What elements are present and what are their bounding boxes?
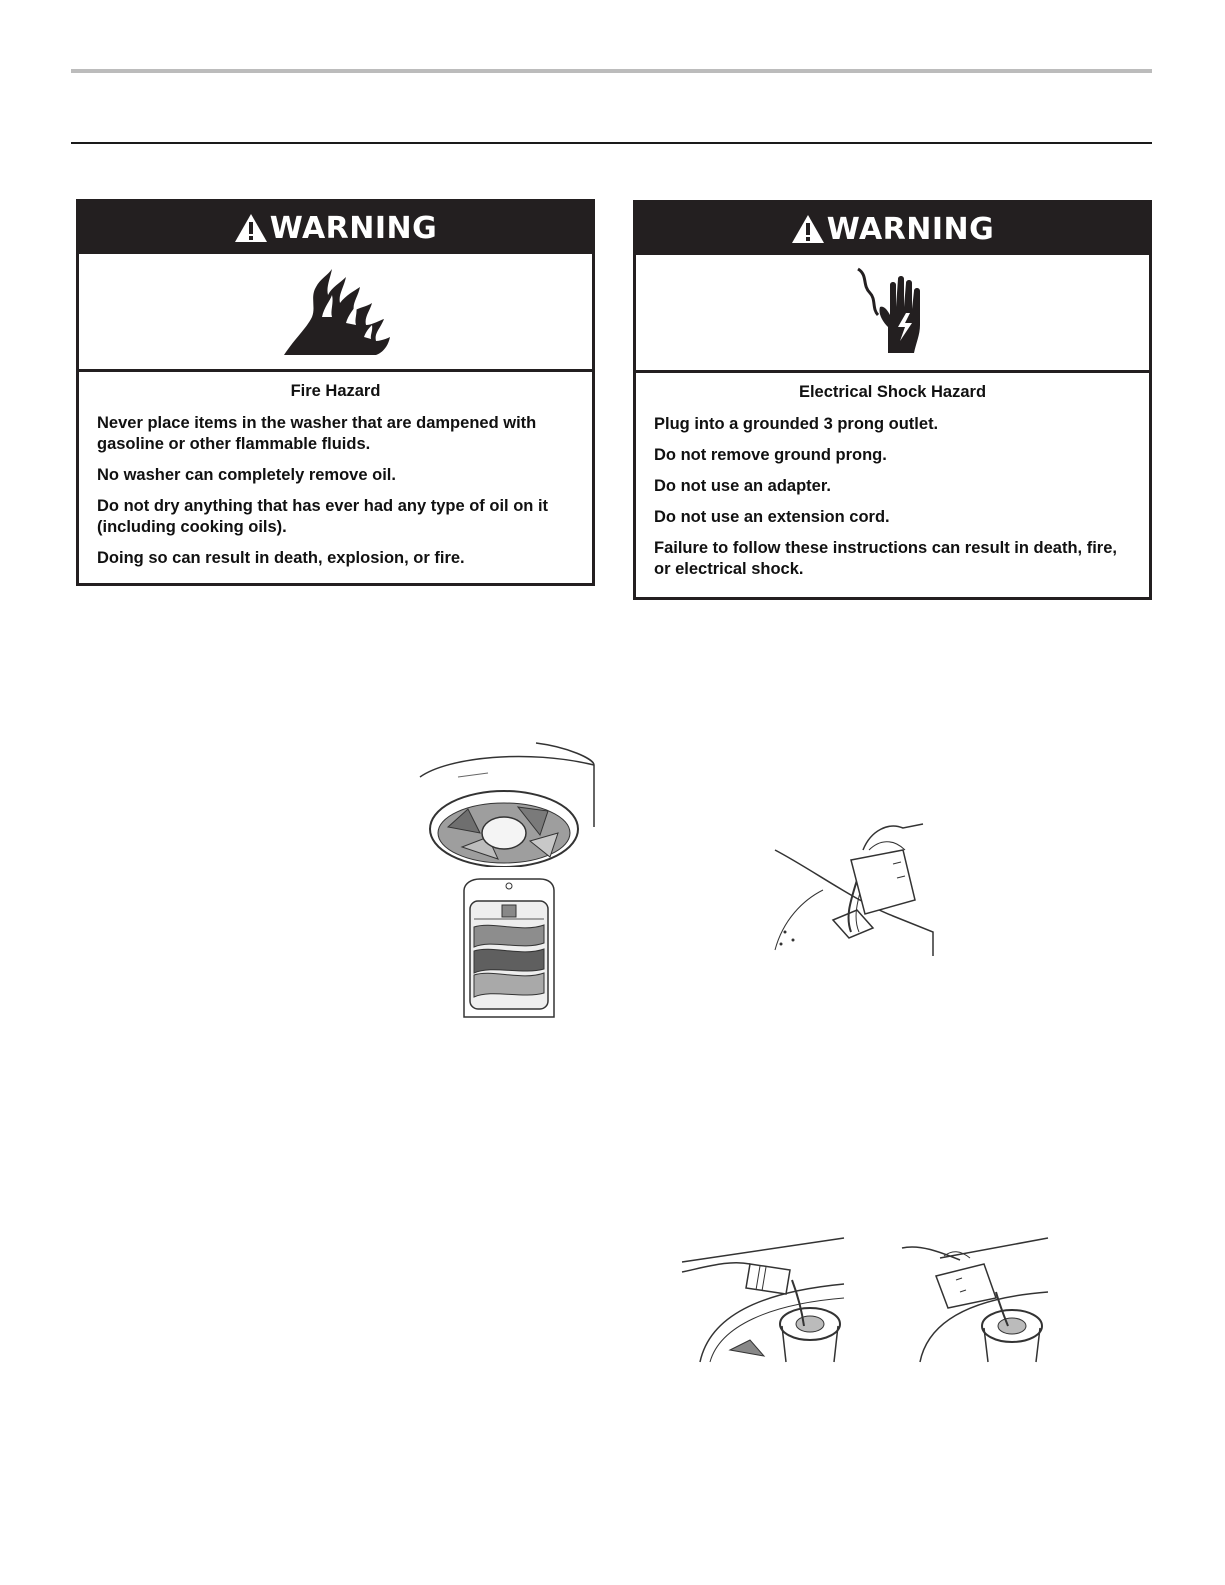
warning-header bbox=[636, 203, 1149, 255]
hazard-title: Fire Hazard bbox=[290, 382, 381, 400]
warning-text: No washer can completely remove oil. bbox=[97, 466, 396, 484]
warning-text: Plug into a grounded 3 prong outlet. bbox=[654, 415, 939, 433]
electric-shock-hand-icon bbox=[848, 265, 938, 360]
warning-header bbox=[79, 202, 592, 254]
pour-bottle-agitator-illustration bbox=[680, 1236, 848, 1364]
pour-detergent-dispenser-illustration bbox=[773, 820, 943, 960]
warning-text: Do not dry anything that has ever had any type of oil on it (including cooking oils). bbox=[97, 497, 549, 536]
washer-top-view-illustration bbox=[418, 737, 598, 867]
fire-icon bbox=[276, 267, 396, 357]
warning-text: Never place items in the washer that are dampened with gasoline or other flammable fluids. bbox=[97, 414, 537, 453]
washer-load-illustration bbox=[462, 877, 557, 1020]
section-rule bbox=[71, 142, 1152, 144]
warning-label: WARNING bbox=[269, 210, 438, 246]
warning-text: Doing so can result in death, explosion, or fire. bbox=[97, 549, 465, 567]
top-gray-rule bbox=[71, 69, 1152, 73]
warning-triangle-icon bbox=[791, 214, 825, 244]
warning-text: Do not use an extension cord. bbox=[654, 508, 890, 526]
warning-label: WARNING bbox=[826, 211, 995, 247]
warning-triangle-icon bbox=[234, 213, 268, 243]
warning-text: Failure to follow these instructions can result in death, fire, or electrical shock. bbox=[654, 539, 1117, 578]
electrical-shock-warning bbox=[633, 200, 1152, 600]
warning-text: Do not use an adapter. bbox=[654, 477, 831, 495]
hazard-title: Electrical Shock Hazard bbox=[798, 383, 987, 401]
pour-cup-agitator-illustration bbox=[900, 1236, 1050, 1364]
fire-hazard-warning bbox=[76, 199, 595, 586]
warning-text: Do not remove ground prong. bbox=[654, 446, 887, 464]
